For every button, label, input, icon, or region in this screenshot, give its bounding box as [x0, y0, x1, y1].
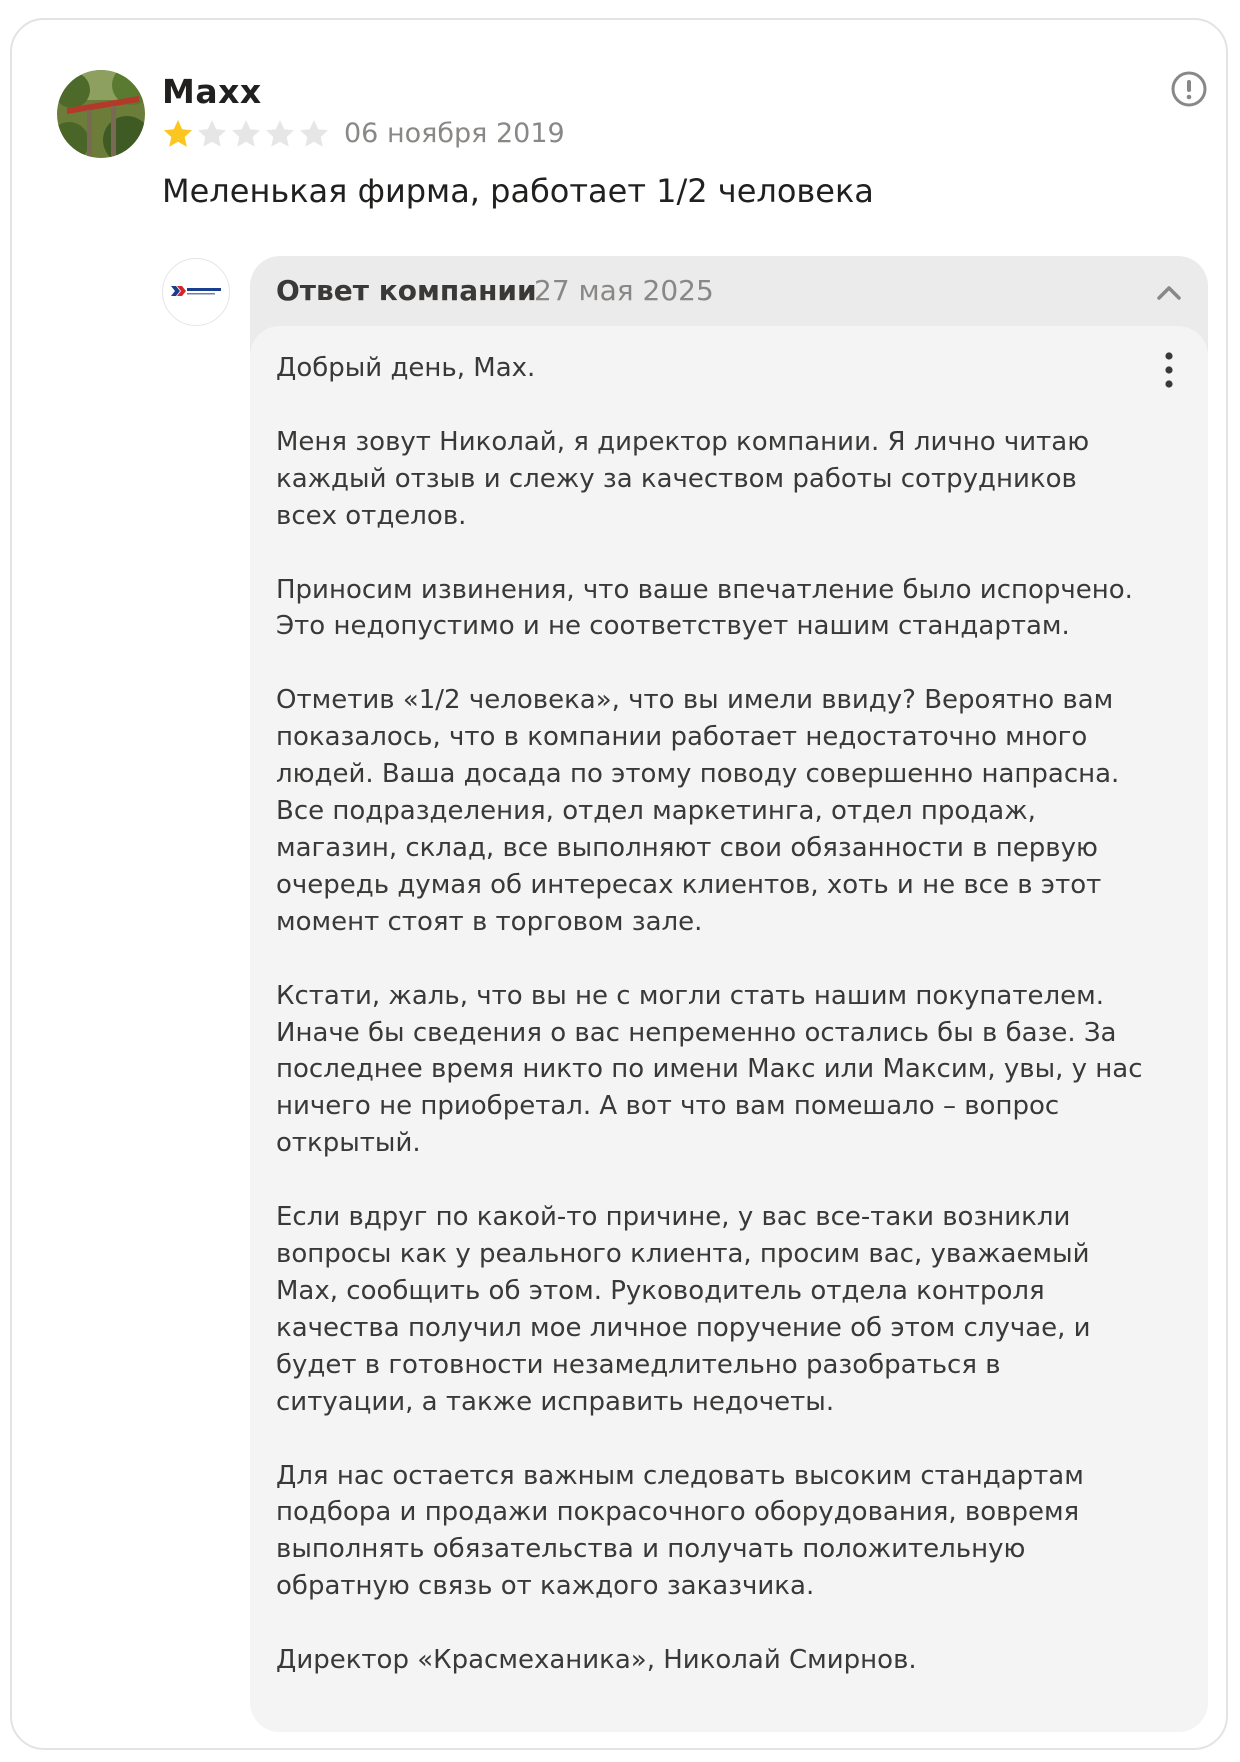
star-empty-icon — [264, 118, 296, 150]
star-empty-icon — [298, 118, 330, 150]
review-text: Меленькая фирма, работает 1/2 человека — [162, 172, 874, 210]
reply-text — [276, 350, 1146, 1679]
company-reply — [250, 256, 1208, 1732]
report-icon[interactable] — [1170, 70, 1208, 108]
reply-paragraph: Отметив «1/2 человека», что вы имели ввиду? Вероятно вам показалось, что в компании работает недостаточно много людей. Ваша досада по этому поводу совершенно напрасна. Все подразделения, отдел маркетинга, отдел продаж, магазин, склад, все выполняют свои обязанности в первую очередь думая об интересах клиентов, хоть и не все в этот момент стоят в торговом зале. — [276, 685, 1120, 937]
star-empty-icon — [230, 118, 262, 150]
user-avatar[interactable] — [57, 70, 145, 158]
reply-paragraph: Директор «Красмеханика», Николай Смирнов. — [276, 1645, 917, 1676]
reply-title: Ответ компании — [276, 274, 537, 307]
reply-body — [250, 326, 1208, 1732]
reply-paragraph: Добрый день, Max. — [276, 353, 536, 383]
reply-paragraph: Кстати, жаль, что вы не с могли стать нашим покупателем. Иначе бы сведения о вас непременно остались бы в базе. За последнее время никто по имени Макс или Максим, увы, у нас ничего не приобретал. А вот что вам помешало – вопрос открытый. — [276, 980, 1143, 1159]
chevron-up-icon[interactable] — [1152, 276, 1186, 310]
reply-paragraph: Для нас остается важным следовать высоким стандартам подбора и продажи покрасочного оборудования, вовремя выполнять обязательства и получать положительную обратную связь от каждого заказчика. — [276, 1460, 1084, 1602]
review-date: 06 ноября 2019 — [344, 118, 565, 149]
star-filled-icon — [162, 118, 194, 150]
star-empty-icon — [196, 118, 228, 150]
reply-paragraph: Приносим извинения, что ваше впечатление было испорчено. Это недопустимо и не соответствует нашим стандартам. — [276, 574, 1133, 642]
review-card — [10, 18, 1228, 1750]
rating-stars — [162, 118, 330, 150]
reply-paragraph: Меня зовут Николай, я директор компании. Я лично читаю каждый отзыв и слежу за качеством работы сотрудников всех отделов. — [276, 426, 1090, 531]
company-logo — [162, 258, 230, 326]
reply-paragraph: Если вдруг по какой-то причине, у вас все-таки возникли вопросы как у реального клиента, просим вас, уважаемый Max, сообщить об этом. Руководитель отдела контроля качества получил мое личное поручение об этом случае, и будет в готовности незамедлительно разобраться в ситуации, а также исправить недочеты. — [276, 1202, 1091, 1417]
reply-date: 27 мая 2025 — [534, 274, 714, 307]
more-menu-icon[interactable] — [1154, 350, 1184, 390]
author-name[interactable]: Maxx — [162, 72, 262, 111]
